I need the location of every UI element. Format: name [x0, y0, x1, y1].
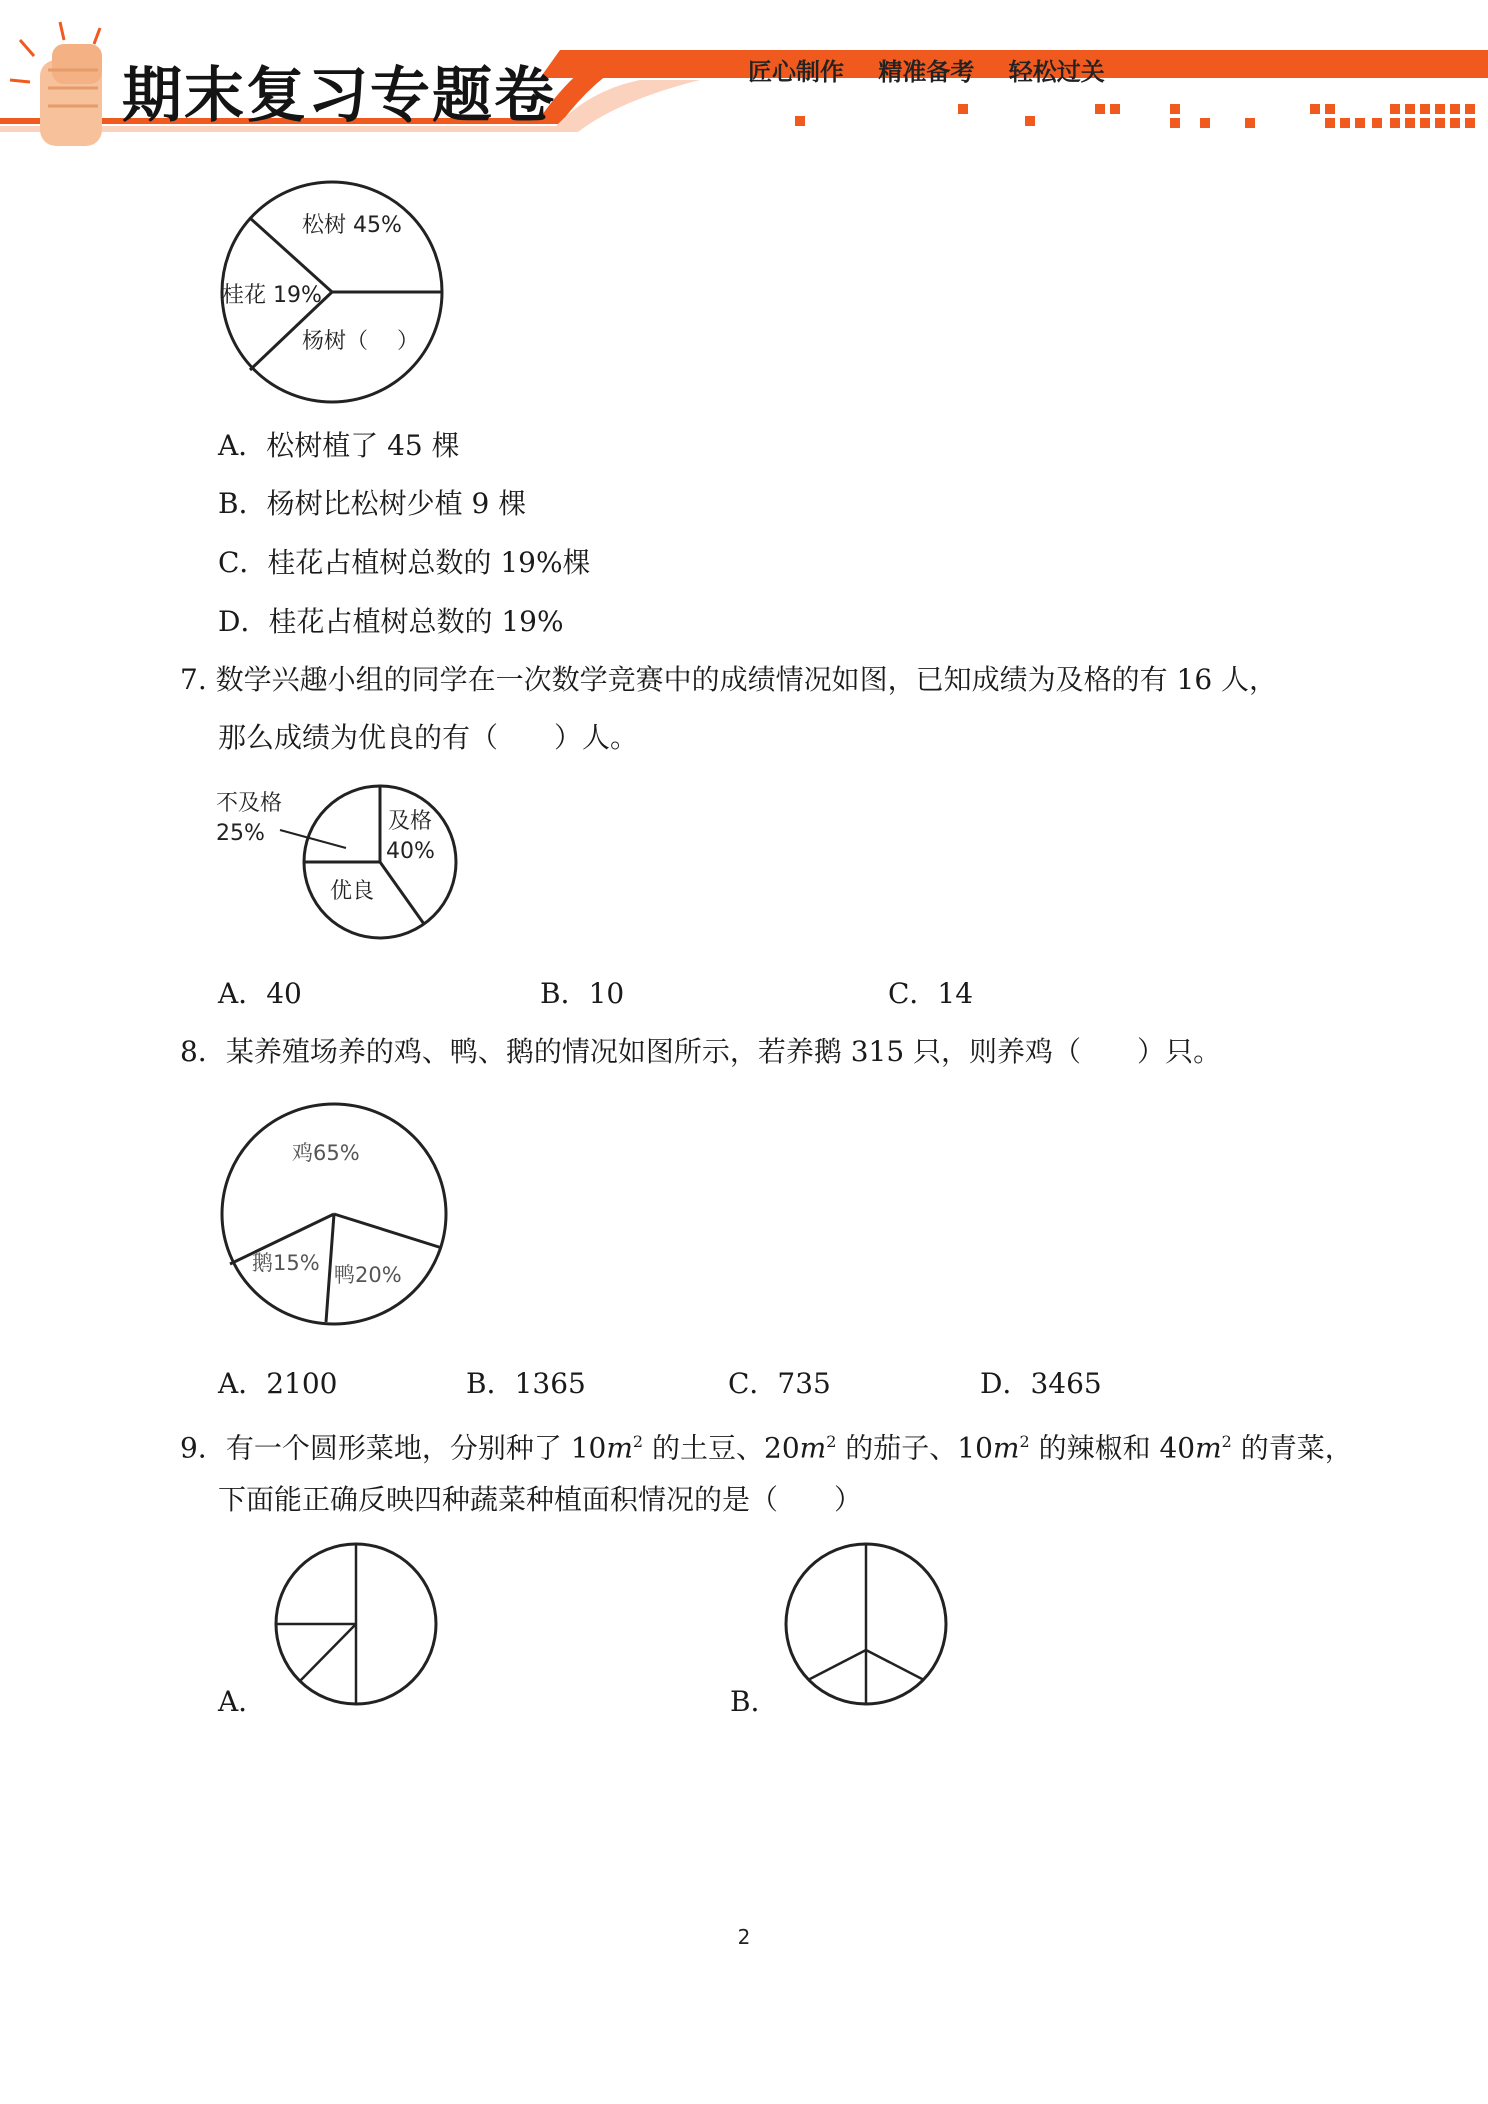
slogan-1: 匠心制作: [748, 58, 844, 86]
q6-label-songshu: 松树 45%: [302, 213, 402, 238]
q9b-divider-3: [866, 1650, 924, 1680]
q9-unit-2: m: [799, 1431, 827, 1465]
q9-text-c: 的茄子、10: [836, 1431, 993, 1465]
q9-unit-4: m: [1195, 1431, 1222, 1465]
q6-label-yangshu: 杨树（ ）: [302, 329, 419, 354]
slogan-2: 精准备考: [878, 58, 975, 86]
q9-text-d: 的辣椒和 40: [1029, 1431, 1196, 1465]
q9-sup-3: 2: [1019, 1432, 1030, 1451]
q7-option-b[interactable]: B．10: [540, 977, 625, 1010]
q6-pie-chart: [210, 180, 470, 420]
q9-text-b: 的土豆、20: [643, 1431, 800, 1465]
q9-sup-1: 2: [632, 1432, 644, 1451]
q9-question-line2: 下面能正确反映四种蔬菜种植面积情况的是（ ）: [218, 1483, 863, 1516]
q7-question-line2: 那么成绩为优良的有（ ）人。: [218, 721, 639, 754]
q8-divider-3: [326, 1214, 334, 1322]
q9-question-line1: [180, 1422, 1353, 1468]
q6-option-c[interactable]: C．桂花占植树总数的 19%棵: [218, 546, 591, 579]
q8-option-b[interactable]: B．1365: [466, 1367, 586, 1400]
q8-divider-1: [334, 1214, 442, 1248]
q7-label-jige-pct: 40%: [386, 839, 435, 864]
q8-label-ji: 鸡65%: [292, 1141, 360, 1165]
q8-label-e: 鹅15%: [252, 1251, 320, 1275]
q9-option-b-label[interactable]: B．: [730, 1685, 779, 1718]
q7-label-youliang: 优良: [330, 879, 375, 904]
q7-divider-2: [380, 862, 424, 924]
q7-question-line1: 7. 数学兴趣小组的同学在一次数学竞赛中的成绩情况如图，已知成绩为及格的有 16 人，: [180, 663, 1278, 696]
q6-option-a[interactable]: A．松树植了 45 棵: [218, 429, 460, 462]
q9-option-a-label[interactable]: A．: [218, 1685, 267, 1718]
q9-option-b-pie[interactable]: [782, 1540, 952, 1710]
page-header: [0, 0, 1488, 160]
q7-leader-line: [280, 830, 346, 848]
q9-unit-1: m: [606, 1431, 633, 1465]
page-number: 2: [737, 1925, 751, 1949]
q6-option-b[interactable]: B．杨树比松树少植 9 棵: [218, 487, 527, 520]
slogan-3: 轻松过关: [1008, 58, 1105, 86]
q7-option-c[interactable]: C．14: [888, 977, 974, 1010]
header-title: 期末复习专题卷: [122, 61, 556, 131]
q8-option-a[interactable]: A．2100: [218, 1367, 338, 1400]
q9-sup-4: 2: [1221, 1432, 1232, 1451]
q6-option-d[interactable]: D．桂花占植树总数的 19%: [218, 605, 564, 638]
decor-squares: [795, 104, 1475, 128]
q8-question-line1: 8．某养殖场养的鸡、鸭、鹅的情况如图所示，若养鹅 315 只，则养鸡（ ）只。: [180, 1035, 1222, 1068]
q9-unit-3: m: [992, 1431, 1020, 1465]
q9-text-e: 的青菜，: [1231, 1431, 1353, 1465]
q8-option-d[interactable]: D．3465: [980, 1367, 1102, 1400]
q7-label-bujige: 不及格: [216, 791, 283, 816]
q8-pie-chart: [210, 1100, 460, 1340]
q7-label-bujige-pct: 25%: [216, 821, 265, 846]
q9a-divider-3: [300, 1624, 356, 1681]
q9-text-a: 9．有一个圆形菜地，分别种了 10: [180, 1431, 607, 1465]
header-slogan: [748, 52, 1131, 87]
q9-option-a-pie[interactable]: [270, 1540, 440, 1710]
q7-option-a[interactable]: A．40: [218, 977, 302, 1010]
q9b-divider-2: [808, 1650, 866, 1680]
q9-sup-2: 2: [826, 1432, 837, 1451]
q8-label-ya: 鸭20%: [334, 1263, 402, 1287]
q7-label-jige: 及格: [388, 809, 433, 834]
q7-pie-chart: [210, 780, 470, 950]
q8-option-c[interactable]: C．735: [728, 1367, 831, 1400]
q6-label-guihua: 桂花 19%: [222, 283, 322, 308]
